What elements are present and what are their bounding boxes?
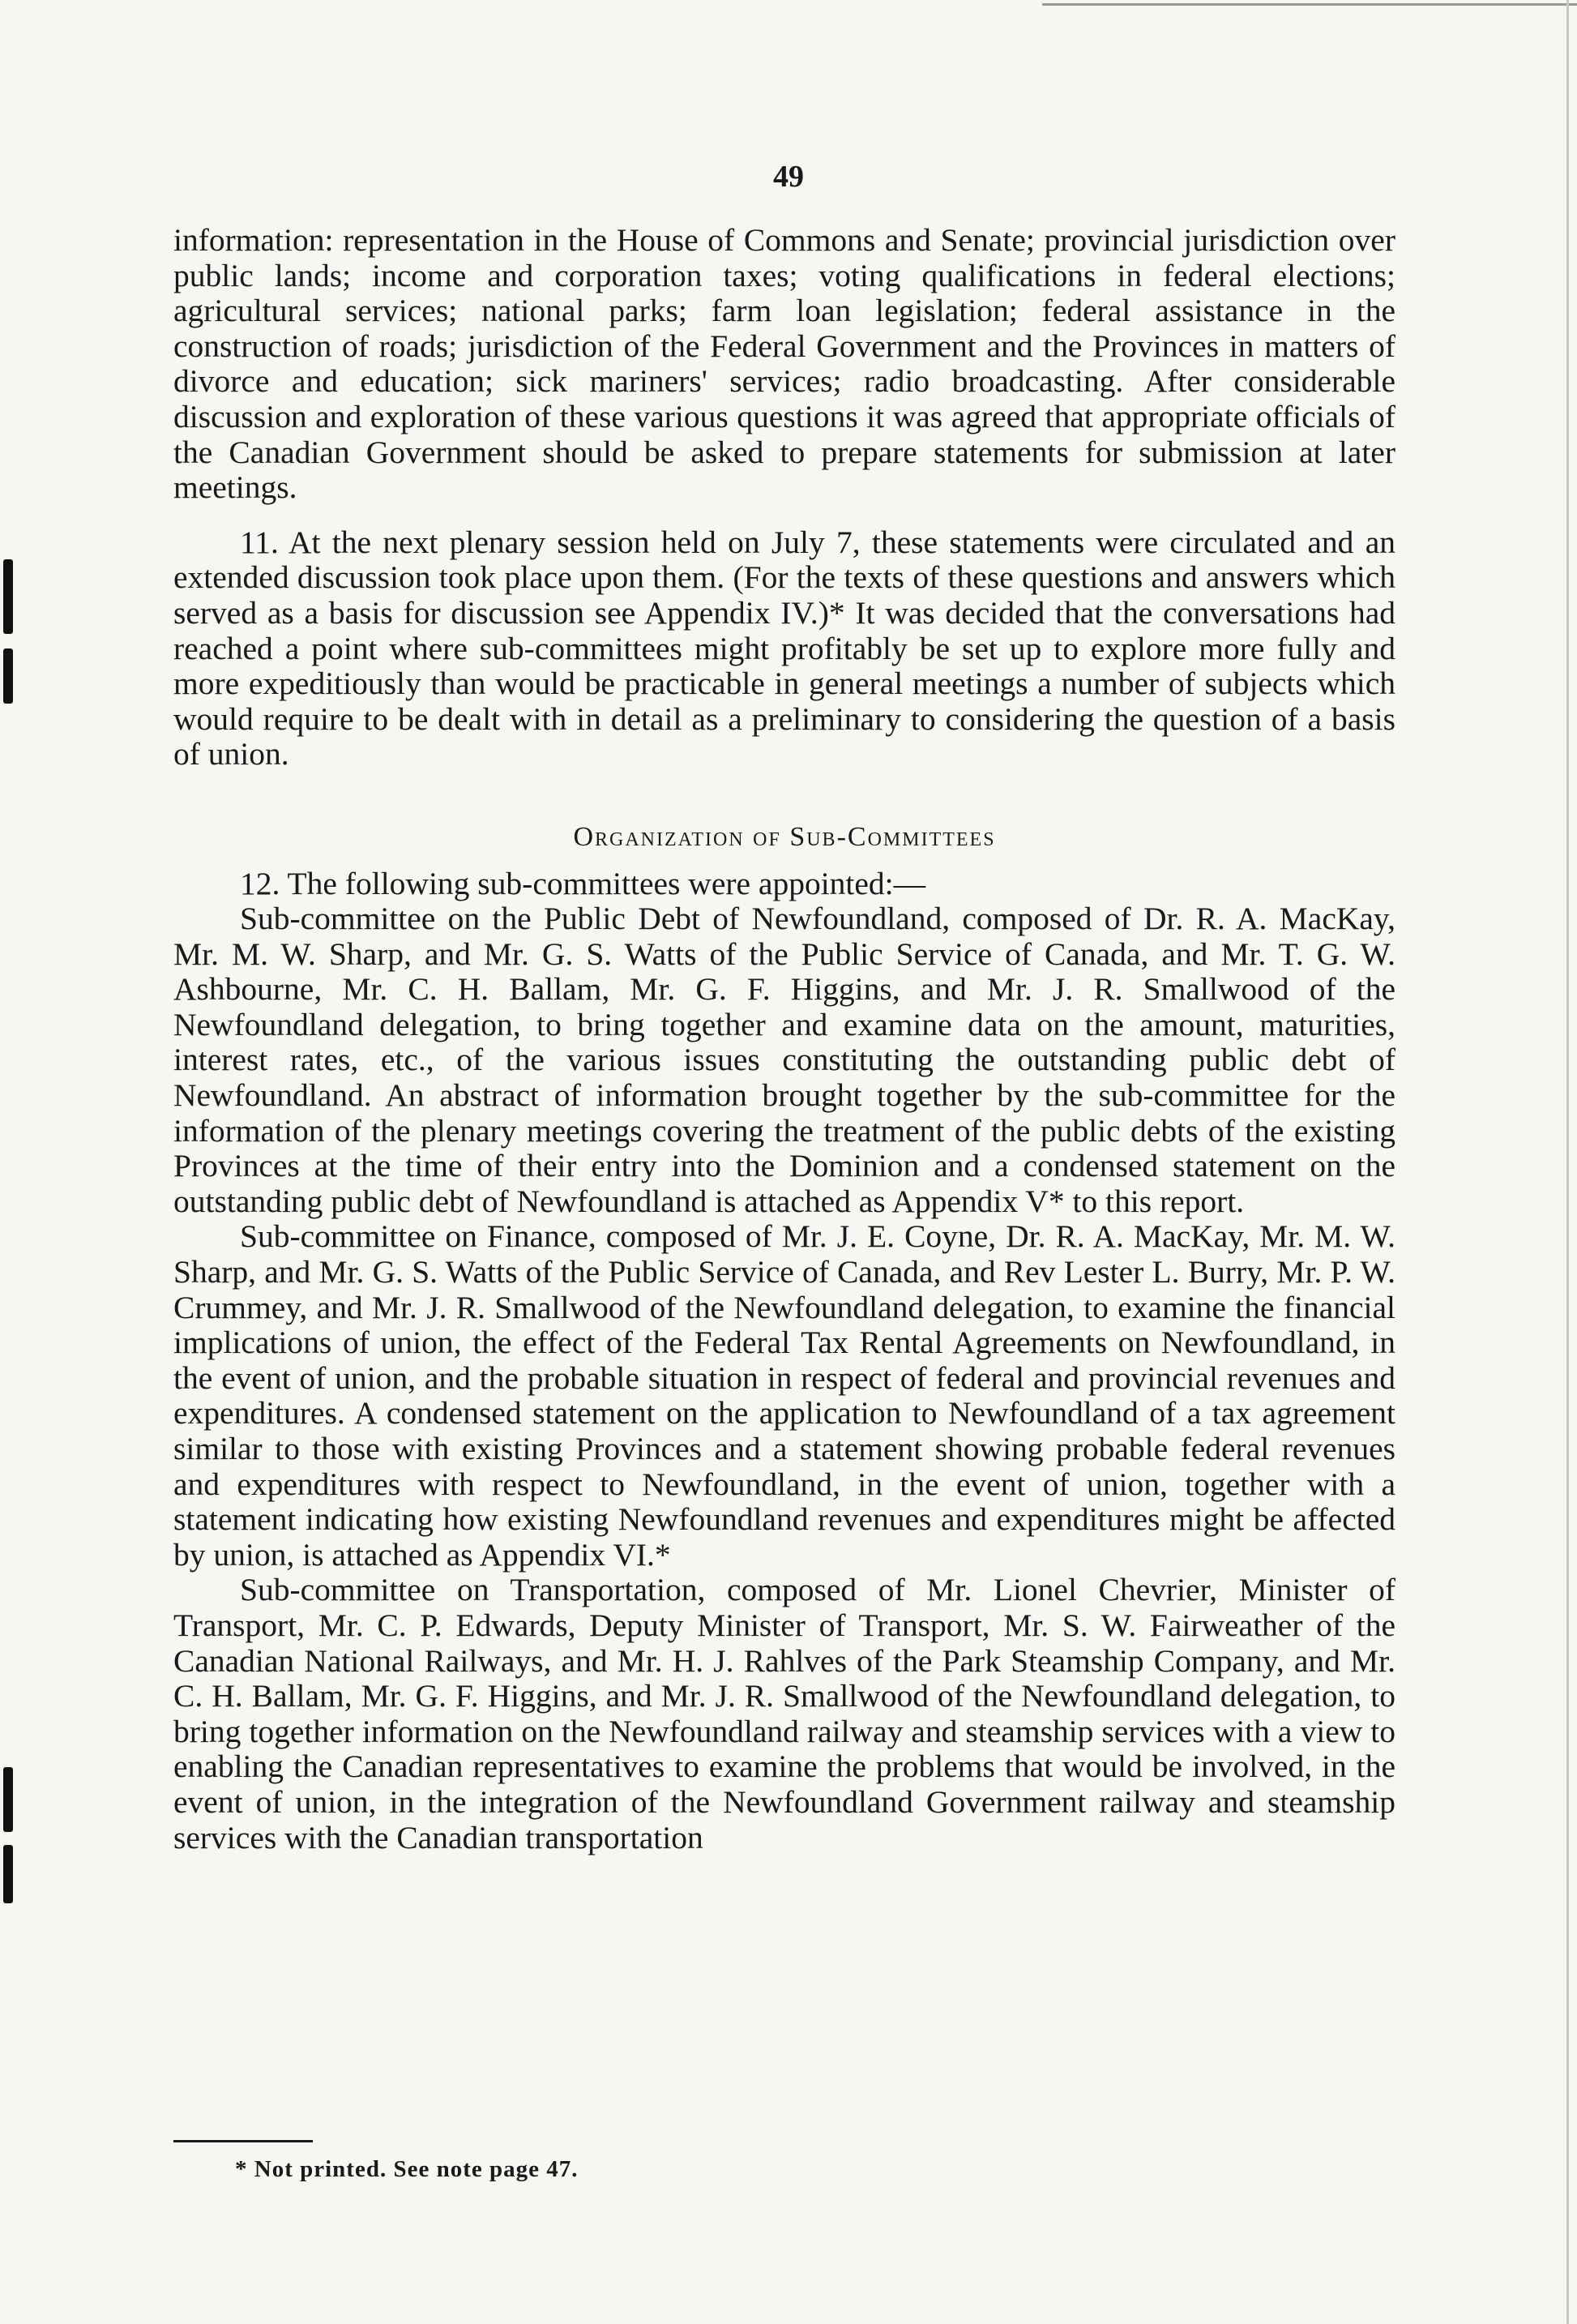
- paragraph: 12. The following sub-committees were appointed:—: [240, 865, 926, 901]
- paragraph: Sub-committee on Finance, composed of Mr. J. E. Coyne, Dr. R. A. MacKay, Mr. M. W. Sharp, and Mr. G. S. Watts of the Public Service of Canada, and Rev Lester L. Burry, Mr. P. W. Crummey, and Mr. J. R. Smallwood of the Newfoundland delegation, to examine the financial implications of union, the effect of the Federal Tax Rental Agreements on Newfoundland, in the event of union, and the probable situation in respect of federal and provincial revenues and expenditures. A condensed statement on the application to Newfoundland of a tax agreement similar to those with existing Provinces and a statement showing probable federal revenues and expenditures with respect to Newfoundland, in the event of union, together with a statement indicating how existing Newfoundland revenues and expenditures might be affected by union, is attached as Appendix VI.*: [173, 1218, 1395, 1573]
- binding-mark: [3, 1767, 13, 1832]
- page-number: 49: [773, 160, 804, 194]
- paragraph: 11. At the next plenary session held on July 7, these statements were circulated and an extended discussion took place upon them. (For the texts of these questions and answers which served as a basis for discussion see Appendix IV.)* It was decided that the conversations had reached a point where sub-committees might profitably be set up to explore more fully and more expeditiously than would be practicable in general meetings a number of subjects which would require to be dealt with in detail as a preliminary to considering the question of a basis of union.: [173, 524, 1395, 773]
- scan-edge-line: [1566, 0, 1569, 2324]
- binding-mark: [3, 648, 13, 704]
- body-text: [173, 223, 1395, 1855]
- footnote: * Not printed. See note page 47.: [235, 2156, 579, 2182]
- paragraph: Sub-committee on the Public Debt of Newfoundland, composed of Dr. R. A. MacKay, Mr. M. W. Sharp, and Mr. G. S. Watts of the Public Service of Canada, and Mr. T. G. W. Ashbourne, Mr. C. H. Ballam, Mr. G. F. Higgins, and Mr. J. R. Smallwood of the Newfoundland delegation, to bring together and examine data on the amount, maturities, interest rates, etc., of the various issues constituting the outstanding public debt of Newfoundland. An abstract of information brought together by the sub-committee for the information of the plenary meetings covering the treatment of the public debts of the existing Provinces at the time of their entry into the Dominion and a condensed statement on the outstanding public debt of Newfoundland is attached as Appendix V* to this report.: [173, 901, 1395, 1219]
- section-heading: Organization of Sub-Committees: [573, 821, 996, 852]
- binding-mark: [3, 1845, 13, 1903]
- binding-mark: [3, 559, 13, 634]
- footnote-rule: [173, 2140, 313, 2142]
- paragraph: Sub-committee on Transportation, composed of Mr. Lionel Chevrier, Minister of Transport, Mr. C. P. Edwards, Deputy Minister of Transport, Mr. S. W. Fairweather of the Canadian National Railways, and Mr. H. J. Rahlves of the Park Steamship Company, and Mr. C. H. Ballam, Mr. G. F. Higgins, and Mr. J. R. Smallwood of the Newfoundland delegation, to bring together information on the Newfoundland railway and steamship services with a view to enabling the Canadian representatives to examine the problems that would be involved, in the event of union, in the integration of the Newfoundland Government railway and steamship services with the Canadian transportation: [173, 1572, 1395, 1855]
- paragraph: information: representation in the House of Commons and Senate; provincial jurisdiction over public lands; income and corporation taxes; voting qualifications in federal elections; agricultural services; national parks; farm loan legislation; federal assistance in the construction of roads; jurisdiction of the Federal Government and the Provinces in matters of divorce and education; sick mariners' services; radio broadcasting. After considerable discussion and exploration of these various questions it was agreed that appropriate officials of the Canadian Government should be asked to prepare statements for submission at later meetings.: [173, 222, 1395, 506]
- scan-edge-line: [1042, 3, 1577, 6]
